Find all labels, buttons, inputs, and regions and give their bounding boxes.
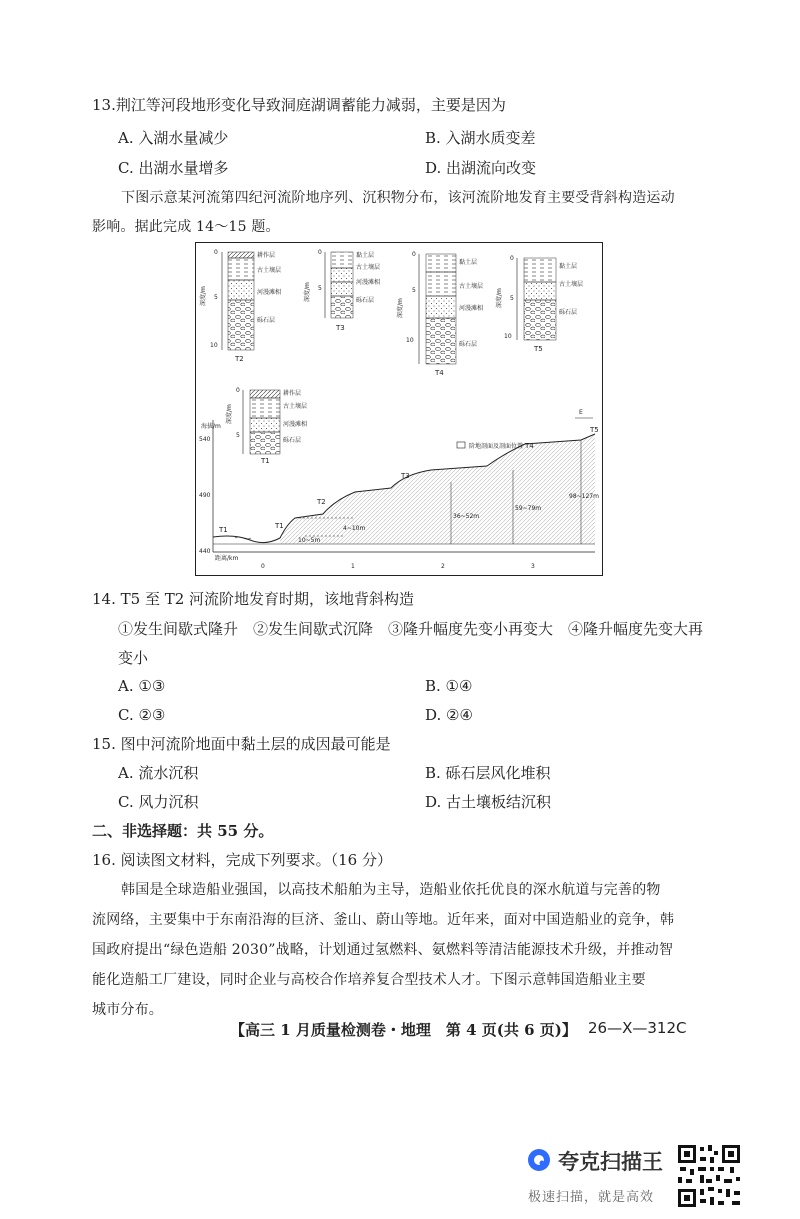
material-line-2: 影响。据此完成 14～15 题。 xyxy=(92,219,280,235)
qr-code-icon xyxy=(676,1143,742,1209)
q13-option-c: C. 出湖水量增多 xyxy=(118,159,229,177)
svg-text:5: 5 xyxy=(318,285,322,292)
section-2-title: 二、非选择题：共 55 分。 xyxy=(92,822,274,840)
t1-layer-1: 耕作层 xyxy=(283,390,302,397)
svg-text:深度/m: 深度/m xyxy=(226,404,233,424)
t4-layer-2: 古土壤层 xyxy=(459,283,484,290)
svg-text:5: 5 xyxy=(236,432,240,439)
height-t2: 4~10m xyxy=(343,525,366,532)
distance-tick-3: 3 xyxy=(531,563,535,570)
svg-text:0: 0 xyxy=(412,251,416,258)
t1-layer-4: 砾石层 xyxy=(283,437,302,444)
q15-option-c: C. 风力沉积 xyxy=(118,793,199,811)
elevation-tick-440: 440 xyxy=(199,548,211,555)
profile-label-t5: T5 xyxy=(590,426,599,434)
q14-option-c: C. ②③ xyxy=(118,706,166,724)
elevation-tick-490: 490 xyxy=(199,492,211,499)
t4-column-label: T4 xyxy=(435,369,444,377)
q13-option-b: B. 入湖水质变差 xyxy=(425,129,536,147)
svg-text:深度/m: 深度/m xyxy=(304,282,311,302)
t4-layer-4: 砾石层 xyxy=(459,341,478,348)
t2-depth-tick-5: 5 xyxy=(214,294,218,301)
scanner-app-name: 夸克扫描王 xyxy=(558,1150,663,1174)
t2-layer-4: 砾石层 xyxy=(257,317,276,324)
svg-text:0: 0 xyxy=(318,249,322,256)
profile-label-t1: T1 xyxy=(219,526,228,534)
t3-layer-3: 河漫滩相 xyxy=(356,279,381,286)
height-t4: 59~79m xyxy=(515,505,542,512)
t5-layer-3: 砾石层 xyxy=(559,309,578,316)
q16-material-1: 韩国是全球造船业强国，以高技术船舶为主导，造船业依托优良的深水航道与完善的物 xyxy=(121,882,661,898)
q16-material-2: 流网络，主要集中于东南沿海的巨济、釜山、蔚山等地。近年来，面对中国造船业的竞争，韩 xyxy=(92,912,675,928)
q16-material-5: 城市分布。 xyxy=(92,1002,163,1018)
river-terrace-figure xyxy=(195,242,603,576)
q16-stem: 16. 阅读图文材料，完成下列要求。（16 分） xyxy=(92,851,392,869)
q14-option-b: B. ①④ xyxy=(425,677,473,695)
q14-statements-line-2: 变小 xyxy=(118,649,149,667)
legend-text: 阶地剖面及剖面位置 xyxy=(469,443,524,450)
direction-label: E xyxy=(579,409,583,416)
q15-option-a: A. 流水沉积 xyxy=(118,764,199,782)
t3-layer-2: 古土壤层 xyxy=(356,264,381,271)
t4-layer-3: 河漫滩相 xyxy=(459,305,484,312)
t4-layer-1: 黏土层 xyxy=(459,259,478,266)
q15-option-b: B. 砾石层风化堆积 xyxy=(425,764,551,782)
q15-option-d: D. 古土壤板结沉积 xyxy=(425,793,552,811)
t2-depth-tick-10: 10 xyxy=(210,342,218,349)
q14-statements-line-1: ①发生间歇式隆升 ②发生间歇式沉降 ③隆升幅度先变小再变大 ④隆升幅度先变大再 xyxy=(118,620,704,638)
t5-layer-2: 古土壤层 xyxy=(559,281,584,288)
t3-layer-4: 砾石层 xyxy=(356,297,375,304)
page-footer-title: 【高三 1 月质量检测卷・地理 第 4 页(共 6 页)】 xyxy=(230,1021,577,1039)
height-t3: 36~52m xyxy=(453,513,480,520)
elevation-axis-label: 海拔/m xyxy=(201,423,221,430)
height-t1: 10~5m xyxy=(298,537,321,544)
t2-layer-3: 河漫滩相 xyxy=(257,289,282,296)
svg-text:10: 10 xyxy=(504,333,512,340)
distance-tick-1: 1 xyxy=(351,563,355,570)
t2-depth-label: 深度/m xyxy=(200,286,207,306)
t1-layer-3: 河漫滩相 xyxy=(283,421,308,428)
q13-option-d: D. 出湖流向改变 xyxy=(425,159,537,177)
distance-tick-2: 2 xyxy=(441,563,445,570)
t2-column-label: T2 xyxy=(235,355,244,363)
q13-stem: 13.荆江等河段地形变化导致洞庭湖调蓄能力减弱，主要是因为 xyxy=(92,96,506,114)
distance-axis-label: 距离/km xyxy=(215,555,239,562)
svg-text:5: 5 xyxy=(510,295,514,302)
t2-depth-tick-0: 0 xyxy=(214,249,218,256)
t5-column-label: T5 xyxy=(534,345,543,353)
svg-text:0: 0 xyxy=(510,255,514,262)
profile-label-t2: T2 xyxy=(317,498,326,506)
profile-label-t1b: T1 xyxy=(275,522,284,530)
elevation-tick-540: 540 xyxy=(199,436,211,443)
material-line-1: 下图示意某河流第四纪河流阶地序列、沉积物分布，该河流阶地发育主要受背斜构造运动 xyxy=(121,190,675,206)
t5-layer-1: 黏土层 xyxy=(559,263,578,270)
svg-text:5: 5 xyxy=(412,287,416,294)
page-footer-code: 26—X—312C xyxy=(588,1019,687,1037)
t2-layer-1: 耕作层 xyxy=(257,252,276,259)
svg-text:10: 10 xyxy=(406,337,414,344)
q16-material-4: 能化造船工厂建设，同时企业与高校合作培养复合型技术人才。下图示意韩国造船业主要 xyxy=(92,972,646,988)
svg-text:0: 0 xyxy=(236,387,240,394)
q14-option-a: A. ①③ xyxy=(118,677,166,695)
q13-option-a: A. 入湖水量减少 xyxy=(118,129,229,147)
distance-tick-0: 0 xyxy=(261,563,265,570)
quark-logo-icon xyxy=(527,1148,551,1172)
t1-column-label: T1 xyxy=(261,457,270,465)
q15-stem: 15. 图中河流阶地面中黏土层的成因最可能是 xyxy=(92,735,391,753)
q14-option-d: D. ②④ xyxy=(425,706,473,724)
svg-text:深度/m: 深度/m xyxy=(496,288,503,308)
t1-layer-2: 古土壤层 xyxy=(283,403,308,410)
svg-text:深度/m: 深度/m xyxy=(397,298,404,318)
t3-column-label: T3 xyxy=(336,324,345,332)
t2-layer-2: 古土壤层 xyxy=(257,267,282,274)
profile-label-t4: T4 xyxy=(525,442,534,450)
q14-stem: 14. T5 至 T2 河流阶地发育时期，该地背斜构造 xyxy=(92,590,415,608)
q16-material-3: 国政府提出“绿色造船 2030”战略，计划通过氢燃料、氨燃料等清洁能源技术升级，并推动智 xyxy=(92,942,674,958)
t3-layer-1: 黏土层 xyxy=(356,252,375,259)
scanner-slogan: 极速扫描，就是高效 xyxy=(528,1190,655,1205)
height-t5: 98~127m xyxy=(569,493,599,500)
profile-label-t3: T3 xyxy=(401,472,410,480)
